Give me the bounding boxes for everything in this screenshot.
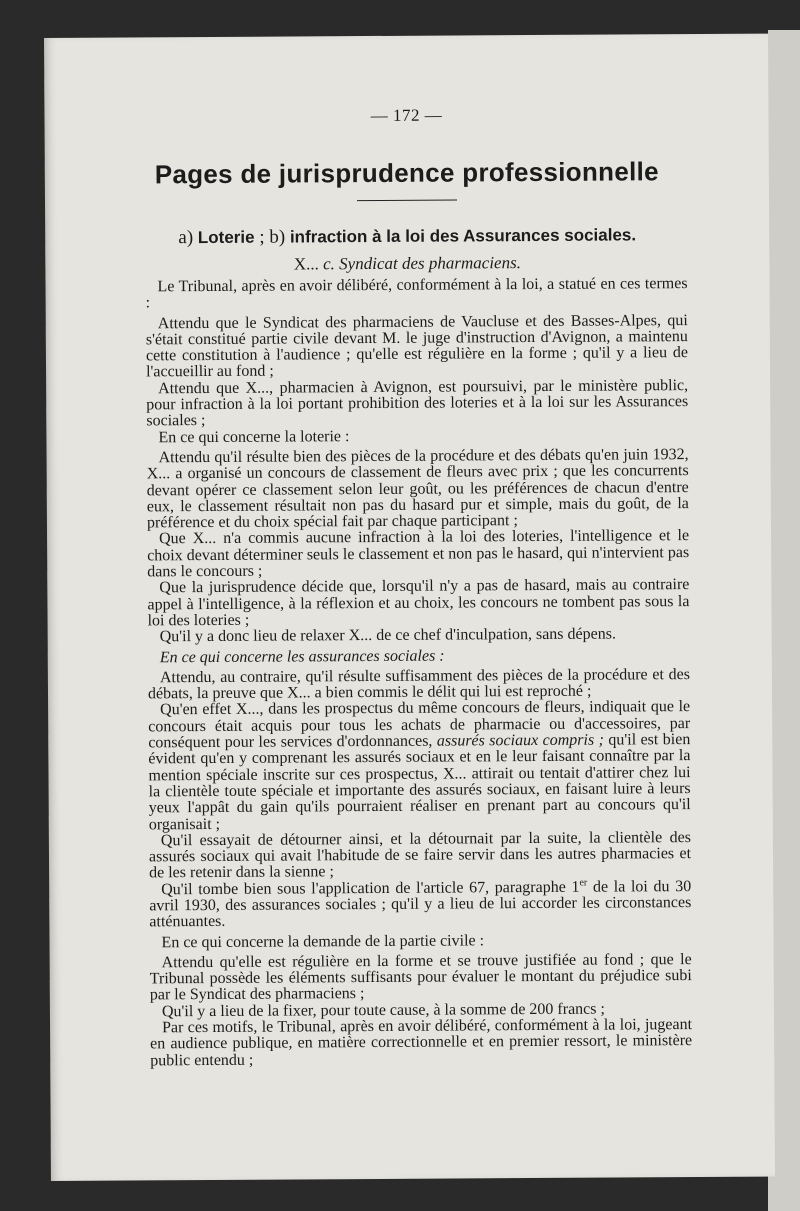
page-number: — 172 — [370, 105, 443, 126]
paragraph: Que X... n'a commis aucune infraction à la loi des loteries, l'intelligence et le choix devant déterminer seuls le classement et non pas le hasard, qui n'intervient pas dans le concours ; [147, 527, 690, 581]
title-divider [357, 199, 457, 201]
paragraph: Qu'il y a donc lieu de relaxer X... de ce chef d'inculpation, sans dépens. [159, 625, 616, 646]
subtitle-prefix-b: b) [269, 226, 286, 248]
page-title: Pages de jurisprudence professionnelle [154, 156, 659, 190]
paragraph-text: de la loi du 30 avril 1930, des assurances sociales ; qu'il y a lieu de lui accorder les circonstances atténuantes. [149, 877, 692, 931]
subtitle-prefix-a: a) [178, 227, 194, 249]
paragraph-text: Qu'il tombe bien sous l'application de l'article 67, paragraphe 1 [161, 878, 580, 898]
case-parties [45, 252, 769, 276]
paragraph: Attendu que le Syndicat des pharmaciens de Vaucluse et des Basses-Alpes, qui s'était constitué partie civile devant M. le juge d'instruction d'Avignon, a maintenu cette constitution à l'audience ; qu'elle est régulière en la forme ; qu'il y a lieu de l'accueillir au fond ; [145, 311, 688, 381]
subtitle-part-a: Loterie [197, 227, 255, 248]
party-defendant: Syndicat des pharmaciens. [339, 253, 521, 274]
paragraph: Par ces motifs, le Tribunal, après en avoir délibéré, conformément à la loi, jugeant en audience publique, en matière correctionnelle et en premier ressort, le ministère public entendu ; [150, 1016, 693, 1070]
paragraph: Attendu qu'elle est régulière en la forme et se trouve justifiée au fond ; que le Tribunal possède les éléments suffisants pour évaluer le montant du préjudice subi par le Syndicat des pharmaciens ; [149, 950, 692, 1004]
section-heading: En ce qui concerne la loterie : [158, 427, 350, 446]
section-heading: En ce qui concerne la demande de la partie civile : [161, 931, 485, 951]
paragraph: Que la jurisprudence décide que, lorsqu'il n'y a pas de hasard, mais au contraire appel à l'intelligence, à la réflexion et au choix, les concours ne tombent pas sous la loi des loteries ; [147, 576, 690, 630]
party-plaintiff: X... [293, 254, 319, 274]
judgment-body [145, 276, 692, 1069]
subtitle-separator: ; [259, 226, 265, 248]
paragraph [148, 699, 691, 833]
superscript: er [579, 877, 588, 889]
party-versus: c. [323, 254, 335, 274]
paragraph-text: Qu'en effet X..., dans les prospectus du même concours de fleurs, indiquait que le concours était acquis pour tous les achats de pharmacie ou d'accessoires, par conséquent pour les services d'ordonnances, [148, 698, 691, 752]
paragraph: Attendu que X..., pharmacien à Avignon, est poursuivi, par le ministère public, pour infraction à la loi portant prohibition des loteries et à la loi sur les Assurances sociales ; [146, 376, 689, 430]
case-subtitle [45, 224, 769, 250]
subtitle-part-b: infraction à la loi des Assurances sociales. [289, 225, 637, 247]
paragraph-text: qu'il est bien évident qu'en y comprenant les assurés sociaux et en le leur faisant connaître par la mention spéciale inscrite sur ces prospectus, X... attirait ou tentait d'attirer chez lui la clientèle toute spéciale et importante des assurés sociaux, en faisant luire à leurs yeux l'appât du gain qu'ils pourraient réaliser en prenant part au concours qu'il organisait ; [148, 731, 691, 833]
paragraph: Qu'il essayait de détourner ainsi, et la détournait par la suite, la clientèle des assurés sociaux qui avait l'habitude de se faire servir dans les autres pharmacies et de les retenir dans la sienne ; [148, 828, 692, 882]
section-heading: En ce qui concerne les assurances sociales : [159, 647, 445, 666]
document-page [44, 34, 775, 1181]
paragraph: Le Tribunal, après en avoir délibéré, conformément à la loi, a statué en ces termes : [145, 275, 688, 312]
paragraph: Attendu qu'il résulte bien des pièces de la procédure et des débats qu'en juin 1932, X... a organisé un concours de classement de fleurs avec prix ; que les concurrents devant opérer ce classement selon leur goût, ou les préférences de chacun d'entre eux, le classement résultait non pas du hasard pur et simple, mais du goût, de la préférence et du choix spécial fait par chaque participant ; [146, 446, 689, 532]
paragraph: Attendu, au contraire, qu'il résulte suffisamment des pièces de la procédure et des débats, la preuve que X... a bien commis le délit qui lui est reproché ; [147, 665, 690, 703]
paragraph [149, 879, 691, 931]
paragraph: Qu'il y a lieu de la fixer, pour toute cause, à la somme de 200 francs ; [161, 1000, 605, 1021]
paragraph-italic-text: assurés sociaux compris ; [436, 731, 604, 750]
